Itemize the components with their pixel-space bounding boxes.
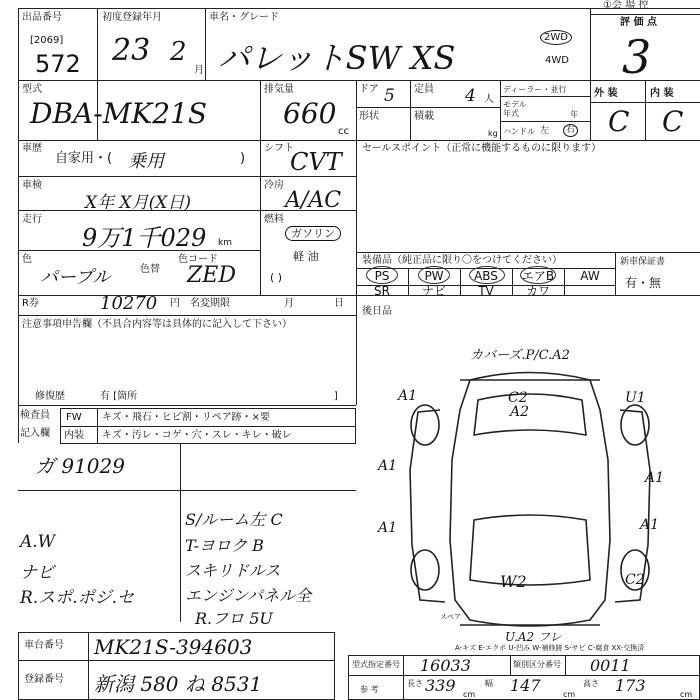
inspection-value: X年 X月(X日)	[85, 193, 191, 213]
circle-abs	[469, 266, 505, 284]
circle-pw	[418, 266, 450, 284]
shape-label: 形状	[359, 111, 379, 122]
ext-value: C	[608, 105, 630, 138]
designation-value: 16033	[420, 656, 471, 675]
displacement-value: 660	[283, 97, 337, 130]
equipment-label: 装備品（純正品に限り〇をつけてください）	[362, 255, 562, 266]
rule	[590, 102, 700, 103]
recycle-unit: 円	[170, 298, 180, 309]
rule	[260, 140, 261, 295]
drive-4wd: 4WD	[545, 55, 569, 66]
use-label: 車歴	[22, 143, 42, 154]
inspector-label-2: 記入欄	[20, 428, 50, 439]
mileage-value: 9万1千029	[82, 224, 207, 252]
hand-right-5: R.フロ 5U	[195, 609, 273, 628]
model-year-unit: 年	[570, 110, 578, 119]
equip-navi: ナビ	[421, 284, 446, 298]
category-label: 類別区分番号	[513, 660, 561, 669]
equip-leather: カワ	[525, 284, 550, 298]
circle-ps	[366, 266, 398, 284]
ac-label: 冷房	[264, 180, 284, 191]
category-value: 0011	[590, 656, 631, 675]
rule	[18, 140, 700, 141]
doors-label: ドア	[359, 84, 379, 95]
length-unit: cm	[463, 690, 476, 699]
rule	[260, 80, 261, 140]
fuel-diesel: 軽 油	[293, 250, 319, 263]
width-value: 147	[510, 676, 541, 695]
height-unit: cm	[680, 690, 693, 699]
width-label: 幅	[485, 679, 493, 688]
equip-pw: PW	[424, 269, 444, 283]
diagram-bottom-note: U.A2 フレ	[505, 630, 562, 644]
int-inspect-label: 内装	[64, 430, 84, 441]
capacity-value: 4	[465, 86, 476, 106]
lot-code: [2069]	[30, 35, 64, 46]
fuel-label: 燃料	[264, 214, 284, 225]
rule	[18, 8, 19, 283]
shift-value: CVT	[290, 148, 342, 176]
int-label: 内 装	[650, 88, 674, 99]
top-right-note: ①会 場 控	[603, 0, 649, 11]
rule	[97, 408, 98, 444]
equip-sr: SR	[374, 284, 390, 298]
rule	[403, 655, 404, 700]
rule	[18, 490, 356, 491]
rule	[356, 295, 357, 405]
lot-label: 出品番号	[22, 12, 62, 23]
diagram-label-w2: W2	[500, 572, 527, 591]
car-damage-diagram	[360, 340, 700, 640]
rule	[615, 252, 616, 295]
diagram-label-a1-2: A1	[378, 458, 398, 474]
use-value: 自家用・(	[55, 151, 113, 166]
displacement-label: 排気量	[264, 84, 294, 95]
first-reg-month: 2	[170, 37, 187, 67]
sales-point-label: セールスポイント（正常に機能するものに限ります）	[362, 143, 602, 154]
damage-legend: A-キズ E-エクボ U-凹み W-補修跡 S-サビ C-腐食 XX-交換済	[455, 644, 645, 652]
diagram-label-a2: A2	[510, 404, 530, 420]
color-code-label: 色コード	[178, 254, 218, 265]
fw-label: FW	[66, 412, 82, 423]
height-label: 高さ	[583, 679, 599, 688]
warranty-value: 有・無	[625, 276, 662, 290]
capacity-unit: 人	[484, 94, 494, 105]
length-label: 長さ	[407, 679, 423, 688]
mileage-label: 走行	[22, 214, 42, 225]
capacity-label: 定員	[414, 84, 434, 95]
lot-number: 572	[35, 50, 81, 78]
notes-label: 注意事項申告欄（不具合内容等は具体的に記入して下さい）	[22, 319, 292, 330]
rule	[18, 80, 700, 81]
reg-value: 新潟 580 ね 8531	[94, 672, 263, 696]
equip-ps: PS	[374, 269, 390, 283]
hand-left-1: A.W	[20, 532, 56, 552]
length-value: 339	[425, 676, 456, 695]
doors-value: 5	[384, 86, 395, 106]
handle-left: 左	[540, 126, 550, 136]
chassis-value: MK21S-394603	[94, 635, 253, 659]
hand-right-3: スキリドルス	[185, 561, 281, 580]
name-change-month: 月	[284, 298, 294, 309]
equip-tv: TV	[478, 284, 494, 298]
diagram-label-u1: U1	[625, 390, 646, 406]
first-reg-year: 23	[112, 33, 151, 68]
use-close: )	[240, 151, 246, 166]
color-replace-label: 色替	[140, 264, 160, 275]
rule	[410, 80, 411, 140]
rule	[18, 176, 356, 177]
repair-label: 修復歴	[35, 391, 65, 402]
reg-label: 登録番号	[24, 674, 64, 685]
hand-left-3: R.スポ.ポジ.セ	[20, 588, 135, 608]
rule	[356, 80, 357, 140]
rule	[500, 121, 590, 122]
ac-value: A/AC	[285, 188, 342, 213]
rule	[18, 405, 356, 406]
displacement-unit: cc	[338, 126, 349, 137]
hand-mileage-note: ガ 91029	[35, 454, 125, 478]
fuel-gasoline: ガソリン	[285, 226, 341, 241]
later-install-label: 後日品	[362, 306, 392, 317]
diagram-label-a1-1: A1	[398, 388, 418, 404]
car-outline	[410, 373, 650, 627]
diagram-label-c2: C2	[508, 390, 528, 406]
first-reg-month-unit: 月	[194, 65, 204, 76]
inspector-label: 検査員	[20, 410, 50, 421]
equip-aw: AW	[580, 269, 600, 283]
load-unit: kg	[488, 129, 498, 138]
warranty-label: 新車保証書	[620, 257, 666, 267]
shift-label: シフト	[264, 143, 294, 154]
color-value: パープル	[40, 267, 111, 288]
rule	[18, 283, 19, 443]
diagram-spare-label: スペア	[440, 613, 461, 621]
rule	[60, 426, 356, 427]
int-value: C	[662, 105, 684, 138]
hand-right-1: S/ルーム左 C	[185, 510, 283, 529]
width-unit: cm	[563, 690, 576, 699]
hand-right-2: T-ヨロク B	[185, 536, 264, 555]
circle-airbag	[520, 266, 556, 284]
model-year-label: モデル 年式	[503, 100, 527, 118]
hand-left-2: ナビ	[20, 563, 54, 583]
fuel-other: ( )	[270, 271, 283, 284]
ext-label: 外 装	[594, 88, 618, 99]
model-label: 型式	[22, 84, 42, 95]
handle-label: ハンドル	[503, 127, 535, 136]
rule	[18, 315, 356, 316]
equip-airbag: エアB	[521, 269, 555, 283]
handle-right: 右	[563, 124, 578, 137]
load-label: 積載	[414, 111, 434, 122]
repair-close: ]	[334, 391, 338, 402]
grade-value: 3	[622, 30, 652, 84]
rule	[205, 8, 206, 80]
name-grade-value: パレットSW XS	[218, 39, 456, 77]
rule	[565, 655, 566, 675]
diagram-label-a1-3: A1	[645, 470, 665, 486]
name-change-label: 名変期限	[190, 298, 230, 309]
drive-2wd: 2WD	[540, 30, 572, 45]
inspection-label: 車検	[22, 180, 42, 191]
int-inspect-items: キズ・汚レ・コゲ・穴・スレ・キレ・破レ	[102, 430, 292, 441]
mileage-unit: km	[218, 238, 232, 248]
diagram-label-a1-4: A1	[378, 520, 398, 536]
diagram-label-a1-5: A1	[640, 517, 660, 533]
ref-label: 参 考	[360, 685, 379, 694]
recycle-value: 10270	[100, 293, 158, 314]
rule	[590, 14, 700, 15]
diagram-top-note: カバーズ.P/C.A2	[470, 348, 570, 363]
height-value: 173	[615, 676, 646, 695]
recycle-label: R券	[22, 298, 39, 309]
rule	[590, 8, 591, 140]
rule	[88, 632, 89, 700]
rule	[18, 8, 700, 9]
name-change-day: 日	[334, 298, 344, 309]
grade-label: 評 価 点	[620, 17, 657, 28]
rule	[18, 660, 335, 661]
color-label: 色	[22, 254, 32, 265]
rule	[356, 252, 700, 253]
color-code-value: ZED	[187, 263, 236, 288]
repair-value: 有 [箇所	[100, 391, 138, 402]
first-reg-label: 初度登録年月	[102, 12, 162, 23]
rule	[180, 444, 181, 622]
dealer-label: ディーラー・並行	[503, 85, 567, 94]
rule	[645, 80, 646, 140]
rule	[510, 655, 511, 675]
hand-right-4: エンジンパネル全	[185, 586, 312, 605]
fw-items: キズ・飛石・ヒビ割・リペア跡・×要	[102, 412, 270, 423]
rule	[500, 96, 590, 97]
rule	[356, 107, 500, 108]
model-value: DBA-MK21S	[30, 97, 208, 130]
use-handwritten: 乗用	[128, 151, 164, 172]
chassis-label: 車台番号	[24, 640, 64, 651]
equip-abs: ABS	[474, 269, 498, 283]
designation-label: 型式指定番号	[352, 660, 400, 669]
rule	[500, 80, 501, 140]
name-grade-label: 車名・グレード	[209, 12, 279, 23]
diagram-label-c2-rear: C2	[625, 572, 645, 588]
